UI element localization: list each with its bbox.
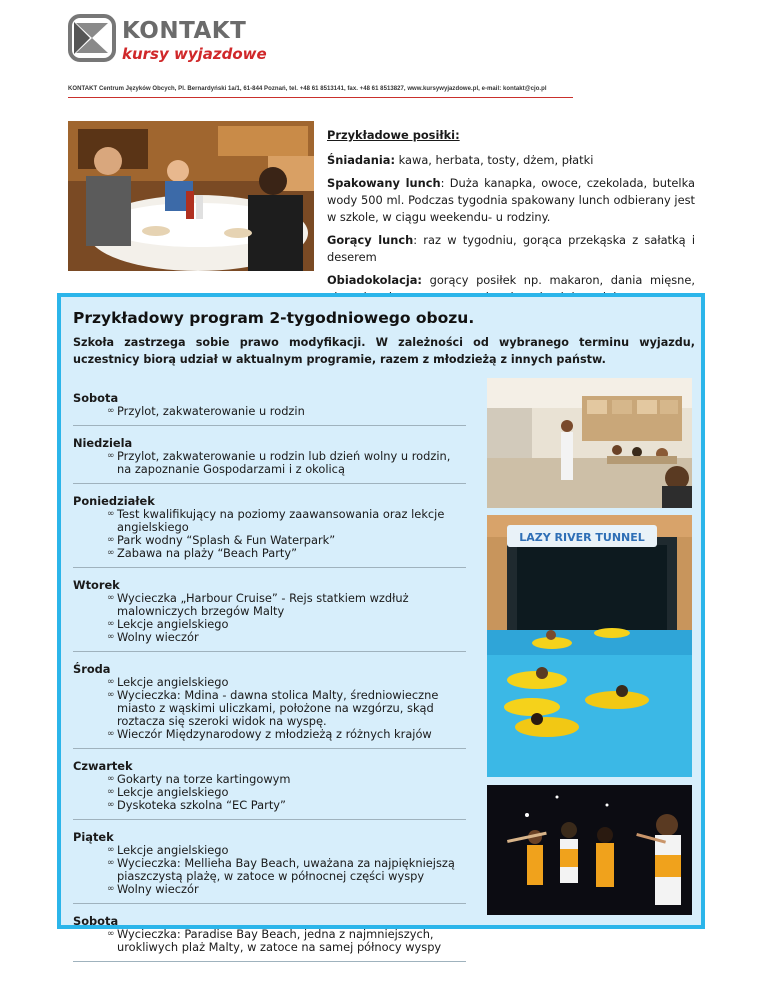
day-activity (73, 728, 466, 741)
day-activity-list (73, 405, 466, 418)
meal-breakfast (327, 152, 695, 169)
bullet-icon: ∞ (107, 729, 115, 739)
meal-text: : raz w tygodniu, gorąca przekąska z sałatką i deserem (327, 233, 695, 264)
activity-text: Wycieczka: Mdina - dawna stolica Malty, średniowieczne miasto z wąskimi uliczkami, położone na wzgórzu, skąd roztacza się szeroki widok na wyspę. (117, 688, 439, 728)
bullet-icon: ∞ (107, 774, 115, 784)
day-name: Niedziela (73, 436, 133, 450)
day-activity (73, 547, 466, 560)
activity-text: Wycieczka: Mellieha Bay Beach, uważana za najpiękniejszą piaszczystą plażę, w zatoce w północnej części wyspy (117, 856, 455, 883)
activity-text: Dyskoteka szkolna “EC Party” (117, 798, 286, 812)
program-day (73, 757, 466, 820)
meal-label: Gorący lunch (327, 233, 414, 247)
bullet-icon: ∞ (107, 548, 115, 558)
activity-text: Lekcje angielskiego (117, 843, 229, 857)
bullet-icon: ∞ (107, 535, 115, 545)
activity-text: Lekcje angielskiego (117, 785, 229, 799)
day-activity (73, 928, 466, 954)
program-day (73, 660, 466, 749)
activity-text: Lekcje angielskiego (117, 675, 229, 689)
day-activity (73, 883, 466, 896)
activity-text: Przylot, zakwaterowanie u rodzin (117, 404, 305, 418)
bullet-icon: ∞ (107, 858, 115, 868)
day-name: Wtorek (73, 578, 120, 592)
day-name: Sobota (73, 914, 119, 928)
day-name: Środa (73, 662, 111, 676)
beach-party-photo (487, 785, 692, 915)
activity-text: Wolny wieczór (117, 882, 199, 896)
program-day (73, 492, 466, 568)
program-days (73, 389, 466, 970)
meals-section (327, 127, 695, 312)
activity-text: Przylot, zakwaterowanie u rodzin lub dzień wolny u rodzin, na zapoznanie Gospodarzami i z okolicą (117, 449, 451, 476)
day-activity (73, 631, 466, 644)
bullet-icon: ∞ (107, 593, 115, 603)
day-activity-list (73, 773, 466, 812)
logo-title: KONTAKT (122, 18, 247, 44)
day-activity (73, 450, 466, 476)
program-day (73, 389, 466, 426)
day-name: Sobota (73, 391, 119, 405)
company-logo (68, 12, 268, 72)
bullet-icon: ∞ (107, 619, 115, 629)
day-name: Czwartek (73, 759, 133, 773)
day-activity (73, 508, 466, 534)
bullet-icon: ∞ (107, 509, 115, 519)
waterpark-photo (487, 515, 692, 777)
kitchen-family-photo (68, 121, 314, 271)
activity-text: Park wodny “Splash & Fun Waterpark” (117, 533, 336, 547)
activity-text: Wycieczka: Paradise Bay Beach, jedna z najmniejszych, urokliwych plaż Malty, w zatoce na samej północy wyspy (117, 927, 442, 954)
activity-text: Wycieczka „Harbour Cruise” - Rejs statkiem wzdłuż malowniczych brzegów Malty (117, 591, 409, 618)
day-name: Piątek (73, 830, 114, 844)
day-activity (73, 405, 466, 418)
activity-text: Test kwalifikujący na poziomy zaawansowania oraz lekcje angielskiego (117, 507, 445, 534)
activity-text: Wieczór Międzynarodowy z młodzieżą z różnych krajów (117, 727, 432, 741)
meal-text: kawa, herbata, tosty, dżem, płatki (395, 153, 594, 167)
day-name: Poniedziałek (73, 494, 155, 508)
meals-heading: Przykładowe posiłki: (327, 128, 460, 142)
day-activity (73, 689, 466, 728)
bullet-icon: ∞ (107, 800, 115, 810)
meal-text: : Duża kanapka, owoce, czekolada, butelka wody 500 ml. Podczas tygodnia spakowany lunch odbierany jest w szkole, w ciągu weekendu- u rodziny. (327, 176, 695, 224)
bullet-icon: ∞ (107, 677, 115, 687)
meal-packed-lunch (327, 175, 695, 226)
day-activity-list (73, 928, 466, 954)
pool-sign-text: LAZY RIVER TUNNEL (519, 531, 645, 544)
bullet-icon: ∞ (107, 632, 115, 642)
meal-hot-lunch (327, 232, 695, 266)
header-divider (68, 97, 573, 98)
bullet-icon: ∞ (107, 787, 115, 797)
program-intro: Szkoła zastrzega sobie prawo modyfikacji. W zależności od wybranego terminu wyjazdu, uczestnicy biorą udział w aktualnym programie, razem z młodzieżą z innych państw. (73, 336, 695, 366)
logo-subtitle: kursy wyjazdowe (122, 45, 267, 63)
classroom-photo (487, 378, 692, 508)
bullet-icon: ∞ (107, 884, 115, 894)
program-day (73, 576, 466, 652)
day-activity-list (73, 508, 466, 560)
day-activity (73, 592, 466, 618)
day-activity-list (73, 676, 466, 741)
logo-mark-icon (68, 14, 116, 62)
activity-text: Wolny wieczór (117, 630, 199, 644)
program-title: Przykładowy program 2-tygodniowego obozu. (73, 309, 475, 327)
activity-text: Lekcje angielskiego (117, 617, 229, 631)
day-activity (73, 799, 466, 812)
contact-line: KONTAKT Centrum Języków Obcych, Pl. Bernardyński 1a/1, 61-844 Poznań, tel. +48 61 8513141, fax. +48 61 8513827, www.kursywyjazdowe.pl, e-mail: kontakt@cjo.pl (68, 86, 547, 92)
bullet-icon: ∞ (107, 845, 115, 855)
activity-text: Zabawa na plaży “Beach Party” (117, 546, 298, 560)
bullet-icon: ∞ (107, 929, 115, 939)
day-activity-list (73, 592, 466, 644)
meal-text: gorący posiłek np. makaron, dania mięsne, (429, 273, 695, 287)
bullet-icon: ∞ (107, 406, 115, 416)
day-activity-list (73, 450, 466, 476)
day-activity-list (73, 844, 466, 896)
bullet-icon: ∞ (107, 690, 115, 700)
program-day (73, 434, 466, 484)
program-day (73, 912, 466, 962)
activity-text: Gokarty na torze kartingowym (117, 772, 291, 786)
program-day (73, 828, 466, 904)
bullet-icon: ∞ (107, 451, 115, 461)
meal-label: Spakowany lunch (327, 176, 441, 190)
meal-label: Obiadokolacja: (327, 273, 422, 287)
day-activity (73, 857, 466, 883)
meal-label: Śniadania: (327, 153, 395, 167)
